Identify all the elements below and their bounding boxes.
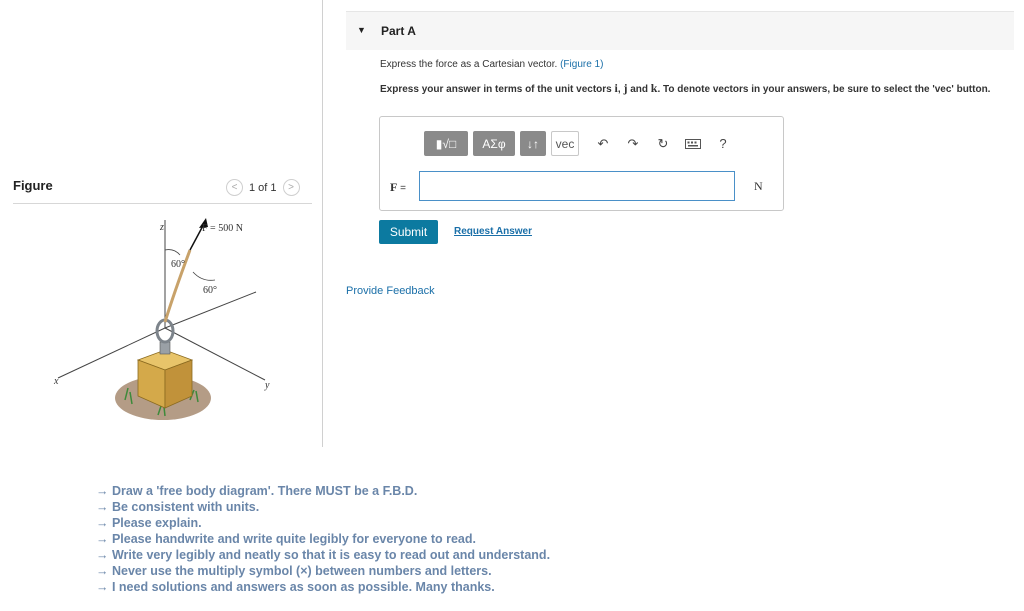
unit-vector-i: i: [614, 81, 618, 95]
note-line: → Draw a 'free body diagram'. There MUST be a F.B.D.: [96, 484, 418, 498]
submit-button[interactable]: Submit: [379, 220, 438, 244]
provide-feedback-link[interactable]: Provide Feedback: [346, 285, 435, 297]
instructions-start: Express your answer in terms of the unit vectors: [380, 84, 612, 95]
panel-separator: [322, 0, 323, 447]
figure-pager: [226, 179, 300, 196]
force-label: F = 500 N: [202, 223, 243, 234]
note-line: → I need solutions and answers as soon as possible. Many thanks.: [96, 580, 495, 594]
part-title: Part A: [381, 24, 416, 38]
bolt-shank: [160, 342, 170, 354]
note-line: → Write very legibly and neatly so that it is easy to read out and understand.: [96, 548, 551, 562]
x-label: x: [54, 376, 59, 387]
reset-icon[interactable]: ↻: [657, 135, 669, 151]
collapse-icon[interactable]: ▼: [357, 25, 366, 35]
help-icon[interactable]: ?: [719, 136, 727, 151]
pager-text: 1 of 1: [249, 181, 277, 194]
instruction-notes: [96, 483, 550, 595]
unit-vector-k: k: [650, 81, 658, 95]
angle-arc-1: [165, 250, 180, 255]
y-label: y: [265, 380, 270, 391]
figure-image: [40, 210, 310, 435]
math-toolbar: [424, 131, 741, 156]
request-answer-link[interactable]: Request Answer: [454, 226, 532, 237]
instructions-and: and: [630, 84, 648, 95]
unit-vector-j: j: [623, 81, 628, 95]
undo-icon[interactable]: ↶: [597, 135, 609, 151]
unit-label: N: [754, 179, 763, 193]
answer-instructions: Express your answer in terms of the unit vectors i, j and k. To denote vectors in your answers, be sure to select the 'vec' button.: [380, 81, 991, 95]
figure-title: Figure: [13, 178, 53, 193]
figure-link[interactable]: (Figure 1): [560, 59, 604, 70]
vec-button[interactable]: vec: [551, 131, 579, 156]
horizontal-reference: [165, 292, 256, 328]
part-header[interactable]: [346, 11, 1014, 50]
figure-divider: [13, 203, 312, 204]
z-label: z: [160, 222, 164, 233]
redo-icon[interactable]: ↷: [627, 135, 639, 151]
angle-label-2: 60°: [203, 285, 217, 296]
answer-label: F =: [390, 180, 406, 194]
answer-input[interactable]: [419, 171, 735, 201]
next-figure-button[interactable]: >: [283, 179, 300, 196]
templates-button[interactable]: ▮√□: [424, 131, 468, 156]
note-line: → Please handwrite and write quite legibly for everyone to read.: [96, 532, 476, 546]
angle-arc-2: [193, 272, 215, 280]
prev-figure-button[interactable]: <: [226, 179, 243, 196]
angle-label-1: 60°: [171, 259, 185, 270]
note-line: → Please explain.: [96, 516, 202, 530]
symbols-button[interactable]: ΑΣφ: [473, 131, 515, 156]
question-prompt: [380, 59, 603, 70]
instructions-end: . To denote vectors in your answers, be sure to select the 'vec' button.: [657, 84, 991, 95]
keyboard-icon[interactable]: [681, 131, 705, 156]
prompt-text: Express the force as a Cartesian vector.: [380, 59, 558, 70]
note-line: → Be consistent with units.: [96, 500, 260, 514]
note-line: → Never use the multiply symbol (×) between numbers and letters.: [96, 564, 492, 578]
arrows-button[interactable]: ↓↑: [520, 131, 546, 156]
